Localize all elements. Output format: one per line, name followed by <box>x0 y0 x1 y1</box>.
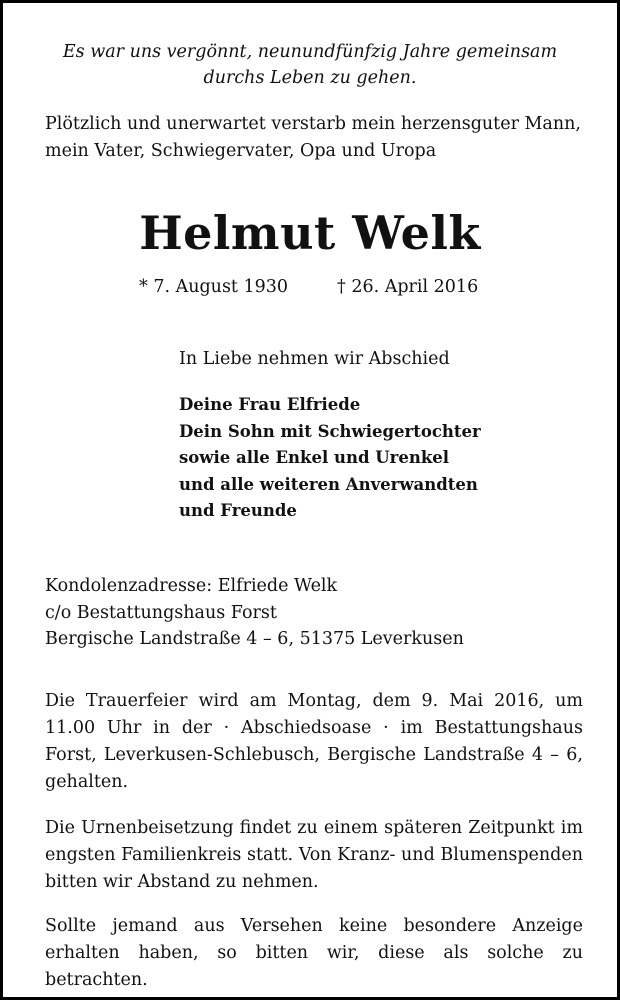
notice-paragraph: Sollte jemand aus Versehen keine besondere Anzeige erhalten haben, so bitten wir, diese als solche zu betrachten. <box>45 916 583 990</box>
address-line: Bergische Landstraße 4 – 6, 51375 Leverkusen <box>45 629 464 649</box>
mourner-line: Deine Frau Elfriede <box>179 395 361 414</box>
address-line: c/o Bestattungshaus Forst <box>45 602 277 623</box>
condolence-address <box>45 573 464 653</box>
farewell-line: In Liebe nehmen wir Abschied <box>179 349 450 369</box>
urn-burial-paragraph: Die Urnenbeisetzung findet zu einem späteren Zeitpunkt im engsten Familienkreis statt. Von Kranz- und Blumenspenden bitten wir Abstand zu nehmen. <box>45 818 583 892</box>
mourner-line: Dein Sohn mit Schwiegertochter <box>179 421 481 441</box>
birth-date: * 7. August 1930 <box>139 277 289 297</box>
mourners-list <box>179 392 481 525</box>
mourner-line: und alle weiteren Anverwandten <box>179 474 478 494</box>
mourner-line: und Freunde <box>179 501 297 520</box>
intro-text: Plötzlich und unerwartet verstarb mein herzensguter Mann, mein Vater, Schwiegervater, Opa und Uropa <box>45 114 581 161</box>
death-date: † 26. April 2016 <box>337 277 479 297</box>
mourner-line: sowie alle Enkel und Urenkel <box>179 448 450 467</box>
address-line: Kondolenzadresse: Elfriede Welk <box>45 576 338 596</box>
ceremony-paragraph: Die Trauerfeier wird am Montag, dem 9. Mai 2016, um 11.00 Uhr in der · Abschiedsoase · im Bestattungshaus Forst, Leverkusen-Schlebusch, Bergische Landstraße 4 – 6, gehalten. <box>45 691 583 792</box>
motto-quote: Es war uns vergönnt, neunundfünfzig Jahre gemeinsam durchs Leben zu gehen. <box>62 42 558 88</box>
deceased-name: Helmut Welk <box>139 206 481 260</box>
